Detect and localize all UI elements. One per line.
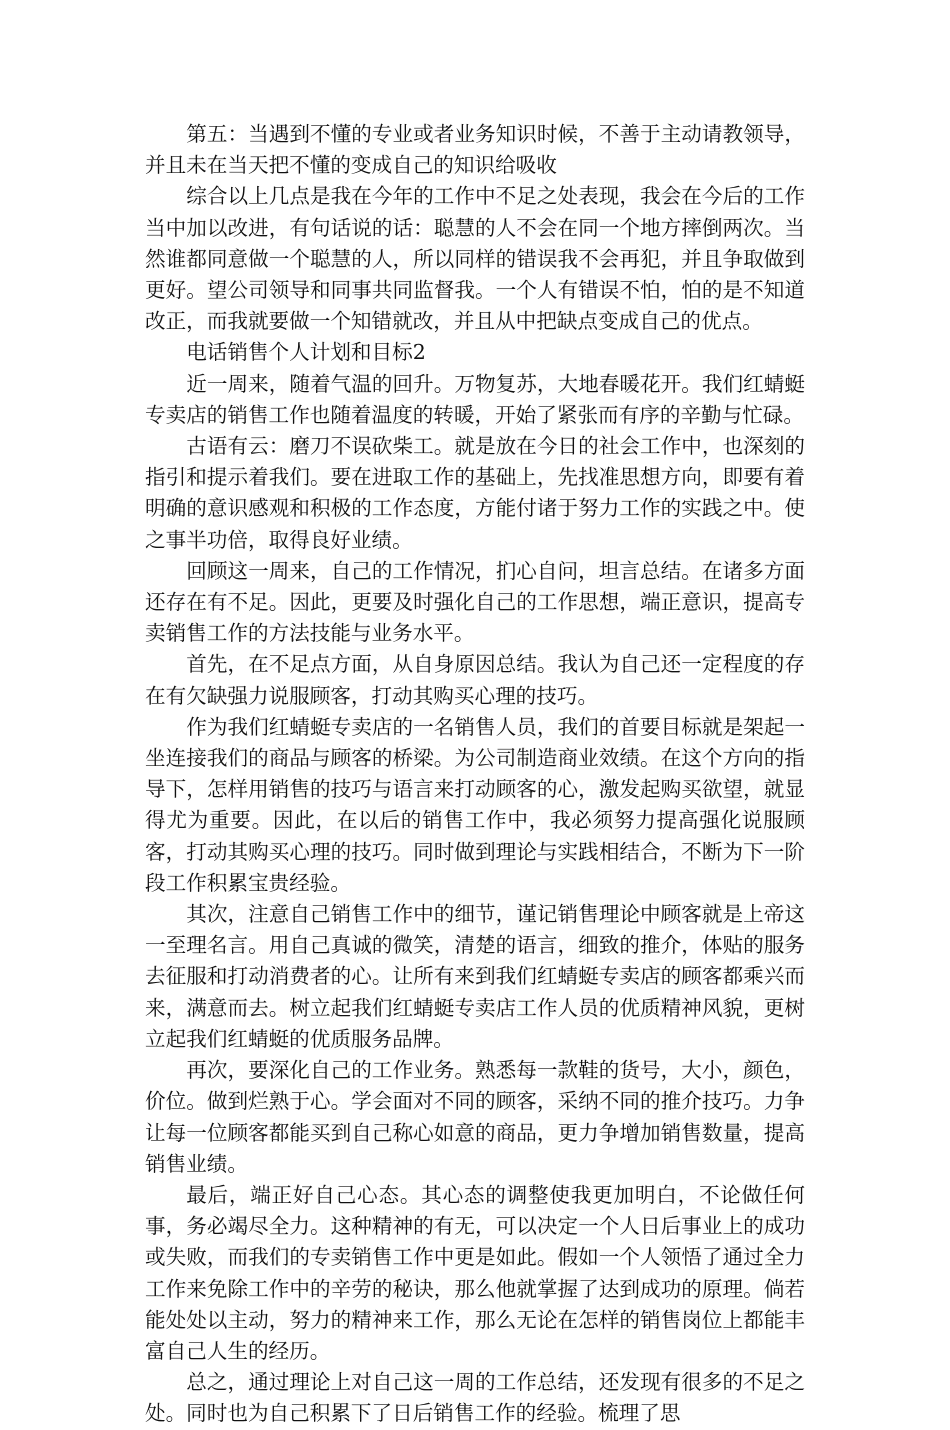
paragraph-second: 其次，注意自己销售工作中的细节，谨记销售理论中顾客就是上帝这一至理名言。用自己真诚的微笑，清楚的语言，细致的推介，体贴的服务去征服和打动消费者的心。让所有来到我们红蜻蜓专卖店的顾客都乘兴而来，满意而去。树立起我们红蜻蜓专卖店工作人员的优质精神风貌，更树立起我们红蜻蜓的优质服务品牌。 — [145, 902, 805, 1051]
paragraph-summary: 综合以上几点是我在今年的工作中不足之处表现，我会在今后的工作当中加以改进，有句话说的话：聪慧的人不会在同一个地方摔倒两次。当然谁都同意做一个聪慧的人，所以同样的错误我不会再犯，并且争取做到更好。望公司领导和同事共同监督我。一个人有错误不怕，怕的是不知道改正，而我就要做一个知错就改，并且从中把缺点变成自己的优点。 — [145, 184, 805, 334]
paragraph-last: 最后，端正好自己心态。其心态的调整使我更加明白，不论做任何事，务必竭尽全力。这种精神的有无，可以决定一个人日后事业上的成功或失败，而我们的专卖销售工作中更是如此。假如一个人领悟了通过全力工作来免除工作中的辛劳的秘诀，那么他就掌握了达到成功的原理。倘若能处处以主动，努力的精神来工作，那么无论在怎样的销售岗位上都能丰富自己人生的经历。 — [145, 1182, 805, 1363]
document-body — [145, 119, 805, 1430]
paragraph-third: 再次，要深化自己的工作业务。熟悉每一款鞋的货号，大小，颜色，价位。做到烂熟于心。学会面对不同的顾客，采纳不同的推介技巧。力争让每一位顾客都能买到自己称心如意的商品，更力争增加销售数量，提高销售业绩。 — [145, 1058, 805, 1176]
paragraph-review: 回顾这一周来，自己的工作情况，扪心自问，坦言总结。在诸多方面还存在有不足。因此，更要及时强化自己的工作思想，端正意识，提高专卖销售工作的方法技能与业务水平。 — [145, 558, 805, 646]
paragraph-proverb: 古语有云：磨刀不误砍柴工。就是放在今日的社会工作中，也深刻的指引和提示着我们。要在进取工作的基础上，先找准思想方向，即要有着明确的意识感观和积极的工作态度，方能付诸于努力工作的实践之中。使之事半功倍，取得良好业绩。 — [145, 434, 805, 552]
paragraph-conclusion: 总之，通过理论上对自己这一周的工作总结，还发现有很多的不足之处。同时也为自己积累下了日后销售工作的经验。梳理了思 — [145, 1370, 805, 1426]
section-heading: 电话销售个人计划和目标2 — [186, 340, 426, 365]
paragraph-shortcoming-five: 第五：当遇到不懂的专业或者业务知识时候，不善于主动请教领导，并且未在当天把不懂的变成自己的知识给吸收 — [145, 122, 805, 178]
paragraph-first: 首先，在不足点方面，从自身原因总结。我认为自己还一定程度的存在有欠缺强力说服顾客，打动其购买心理的技巧。 — [145, 652, 805, 708]
paragraph-intro: 近一周来，随着气温的回升。万物复苏，大地春暖花开。我们红蜻蜓专卖店的销售工作也随着温度的转暖，开始了紧张而有序的辛勤与忙碌。 — [145, 371, 805, 427]
paragraph-goal: 作为我们红蜻蜓专卖店的一名销售人员，我们的首要目标就是架起一坐连接我们的商品与顾客的桥梁。为公司制造商业效绩。在这个方向的指导下，怎样用销售的技巧与语言来打动顾客的心，激发起购买欲望，就显得尤为重要。因此，在以后的销售工作中，我必须努力提高强化说服顾客，打动其购买心理的技巧。同时做到理论与实践相结合，不断为下一阶段工作积累宝贵经验。 — [145, 714, 805, 895]
